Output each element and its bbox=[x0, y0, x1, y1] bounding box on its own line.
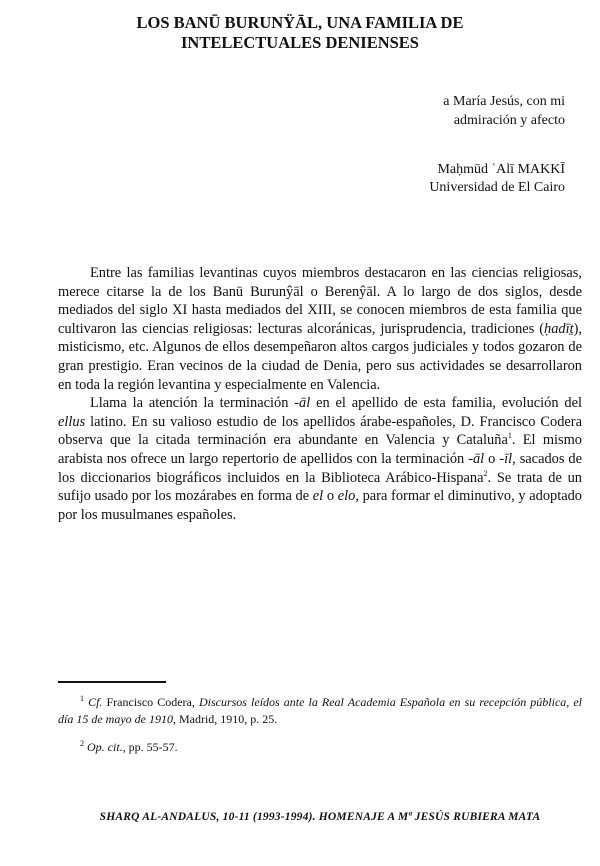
paragraph-1-text: Entre las familias levantinas cuyos miembros destacaron en las ciencias religiosas, merece citarse la de los Banū Burunŷāl o Berenŷāl. A lo largo de dos siglos, desde mediados del siglo XI hasta mediados del XIII, se conocen miembros de esta familia que cultivaron las ciencias religiosas: lecturas alcoránicas, jurisprudencia, tradiciones ( bbox=[58, 265, 582, 337]
term-al-2: -āl bbox=[468, 450, 485, 467]
p2-seg-b: en el apellido de esta familia, evolución del bbox=[310, 395, 582, 412]
term-hadith: ḥadīṯ bbox=[544, 320, 574, 337]
footnote-1-author: Francisco Codera, bbox=[102, 695, 199, 709]
term-el: el bbox=[312, 488, 324, 505]
term-il: -īl bbox=[499, 450, 513, 467]
footnote-1-imprint: , Madrid, 1910, p. 25. bbox=[172, 712, 278, 726]
p2-seg-a: Llama la atención la terminación bbox=[90, 395, 295, 412]
footnote-1-cf: Cf. bbox=[88, 695, 103, 709]
term-al: -āl bbox=[294, 395, 311, 412]
footnote-separator bbox=[58, 681, 166, 683]
author-block bbox=[345, 161, 565, 197]
footnote-1-title: Discursos leídos ante la Real Academia Española en su recepción pública, el día 15 de mayo de 1910 bbox=[58, 695, 582, 726]
p2-seg-e: o bbox=[484, 450, 500, 467]
footnote-ref-2[interactable]: 2 bbox=[483, 468, 488, 478]
footnote-1-mark: 1 bbox=[80, 694, 84, 703]
dedication-line-1: a María Jesús, con mi bbox=[443, 94, 565, 109]
term-elo: elo bbox=[337, 488, 356, 505]
running-footer: SHARQ AL-ANDALUS, 10-11 (1993-1994). HOMENAJE A Mª JESÚS RUBIERA MATA bbox=[99, 811, 541, 823]
footnote-2-mark: 2 bbox=[80, 739, 84, 748]
author-name: Maḥmūd ʿAlī MAKKĪ bbox=[437, 162, 565, 177]
title-line-1: LOS BANŪ BURUNŸĀL, UNA FAMILIA DE bbox=[136, 13, 464, 32]
paragraph-1 bbox=[58, 264, 582, 394]
article-title bbox=[60, 13, 540, 53]
footnote-2-pages: , pp. 55-57. bbox=[122, 740, 178, 754]
footnote-1 bbox=[58, 694, 582, 728]
p2-seg-i: , para formar el diminutivo, y adoptado por los musulmanes españoles. bbox=[58, 488, 582, 523]
author-affiliation: Universidad de El Cairo bbox=[429, 180, 565, 195]
p2-seg-f: , sacados de los diccionarios biográficos incluidos en la Biblioteca Arábico-Hispana bbox=[58, 450, 582, 486]
footnote-2-opcit: Op. cit. bbox=[87, 740, 123, 754]
p2-seg-g: . Se trata de un sufijo usado por los mozárabes en forma de bbox=[58, 469, 583, 505]
dedication bbox=[345, 92, 565, 130]
p2-seg-h: o bbox=[323, 488, 338, 505]
article-body bbox=[58, 264, 582, 524]
p2-seg-d: . El mismo arabista nos ofrece un largo repertorio de apellidos con la terminación bbox=[58, 432, 582, 467]
p2-seg-c: latino. En su valioso estudio de los apellidos árabe-españoles, D. Francisco Codera observa que la citada terminación era abundante en Valencia y Cataluña bbox=[58, 413, 582, 449]
dedication-line-2: admiración y afecto bbox=[453, 113, 565, 128]
paragraph-2 bbox=[58, 394, 582, 524]
paragraph-1-text-end: ), misticismo, etc. Algunos de ellos desempeñaron altos cargos judiciales y todos gozaron de gran prestigio. Eran vecinos de la ciudad de Denia, pero sus actividades se desarrollaron en toda la región levantina y especialmente en Valencia. bbox=[58, 320, 582, 393]
title-line-2: INTELECTUALES DENIENSES bbox=[181, 33, 419, 52]
footnote-ref-1[interactable]: 1 bbox=[507, 431, 512, 441]
term-ellus: ellus bbox=[58, 413, 86, 430]
footnote-2 bbox=[58, 739, 582, 756]
